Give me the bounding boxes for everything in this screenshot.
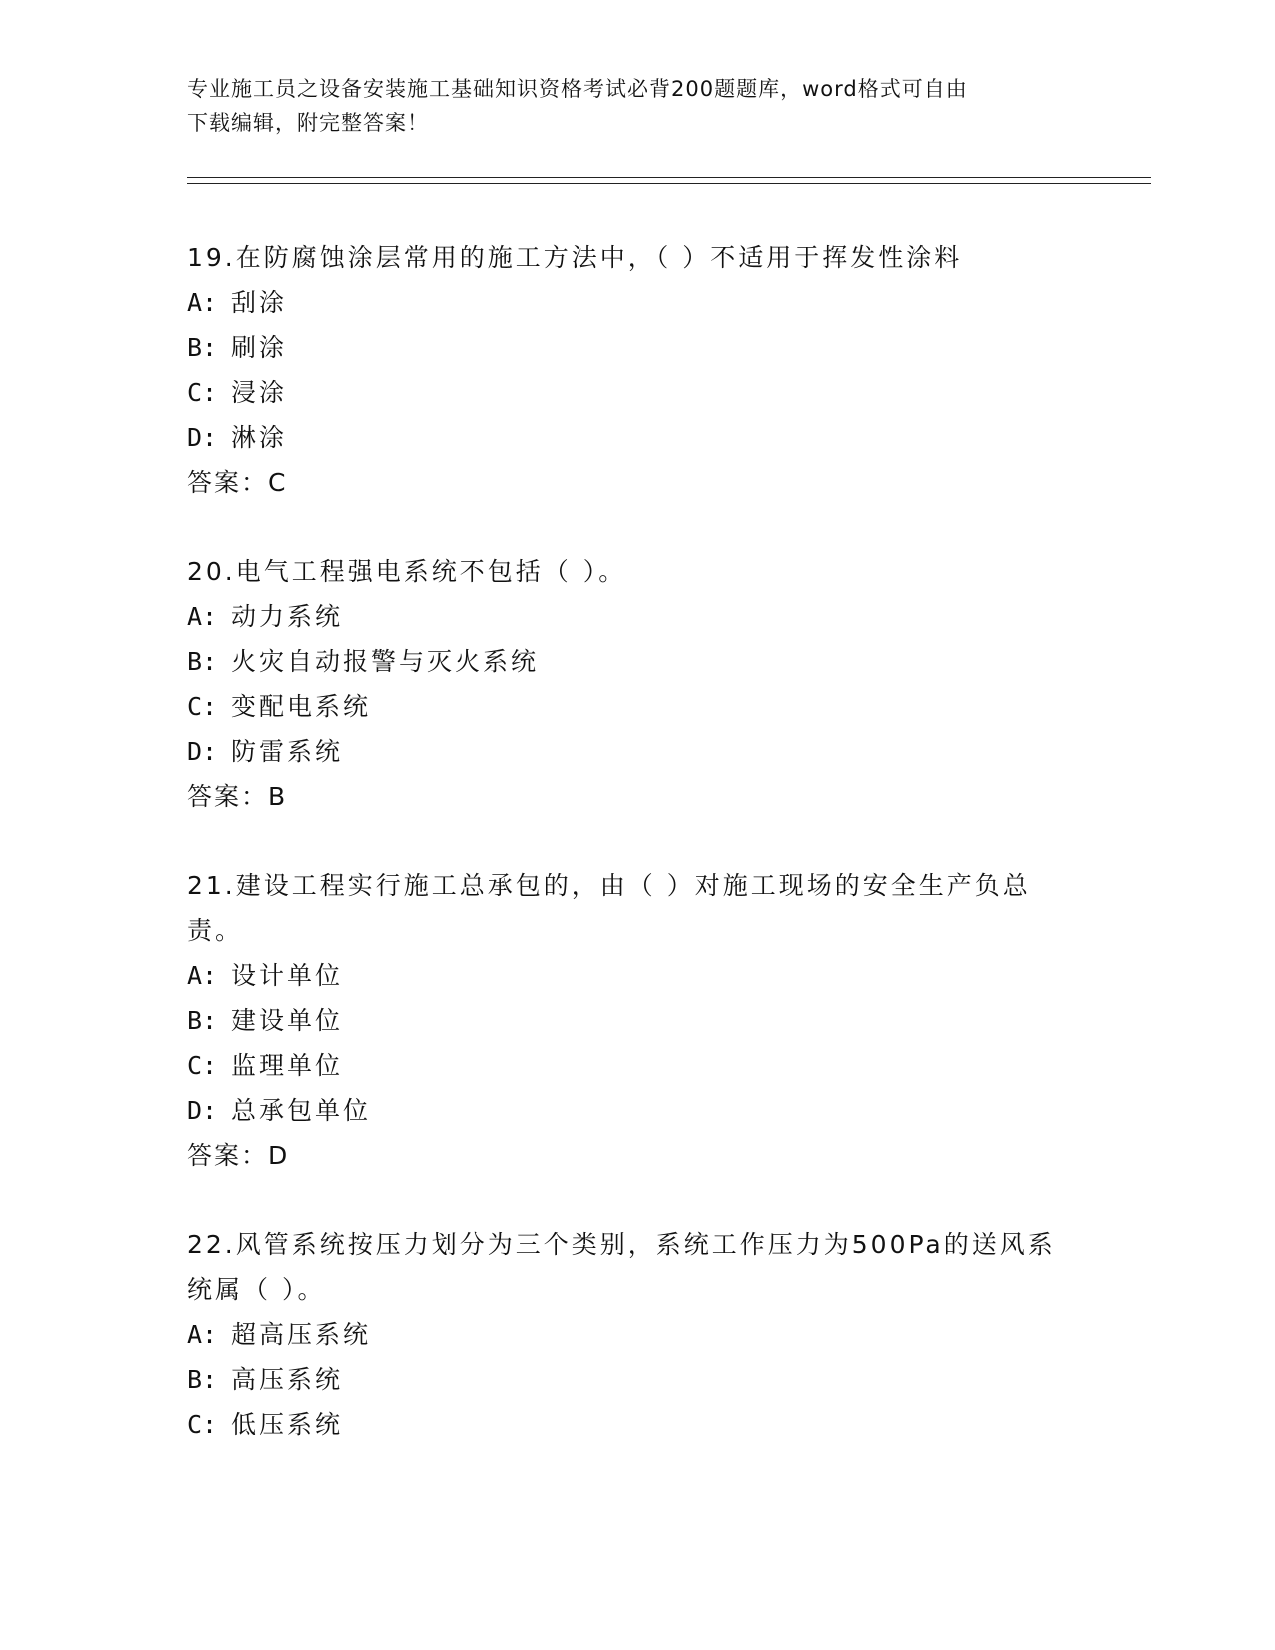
- option-text: 火灾自动报警与灭火系统: [231, 647, 540, 676]
- question-stem: 22.风管系统按压力划分为三个类别，系统工作压力为500Pa的送风系: [187, 1230, 1056, 1259]
- header-line-2: 下载编辑，附完整答案！: [187, 111, 429, 135]
- option-key: D:: [187, 1096, 218, 1125]
- option-key: B:: [187, 333, 218, 362]
- answer-line: 答案：B: [187, 782, 288, 811]
- option-key: C:: [187, 1410, 218, 1439]
- option-c: [187, 1402, 1087, 1447]
- question-stem-continued: 统属（ ）。: [187, 1275, 326, 1304]
- option-b: [187, 325, 1087, 370]
- header-divider-bottom: [187, 183, 1151, 184]
- option-text: 变配电系统: [231, 692, 372, 721]
- question-19: [187, 235, 1087, 505]
- option-text: 刷涂: [231, 333, 288, 362]
- option-c: [187, 684, 1087, 729]
- option-b: [187, 1357, 1087, 1402]
- option-key: A:: [187, 1320, 218, 1349]
- option-a: [187, 953, 1087, 998]
- option-d: [187, 1088, 1087, 1133]
- option-key: A:: [187, 288, 218, 317]
- option-text: 浸涂: [231, 378, 288, 407]
- option-text: 淋涂: [231, 423, 288, 452]
- option-key: A:: [187, 602, 218, 631]
- option-key: A:: [187, 961, 218, 990]
- option-text: 监理单位: [231, 1051, 344, 1080]
- answer-line: 答案：D: [187, 1141, 290, 1170]
- question-stem-continued: 责。: [187, 916, 244, 945]
- option-d: [187, 729, 1087, 774]
- option-text: 设计单位: [231, 961, 344, 990]
- option-key: D:: [187, 737, 218, 766]
- option-key: B:: [187, 647, 218, 676]
- option-text: 超高压系统: [231, 1320, 372, 1349]
- option-b: [187, 998, 1087, 1043]
- question-stem: 20.电气工程强电系统不包括（ ）。: [187, 557, 627, 586]
- question-21: [187, 863, 1087, 1178]
- question-22: [187, 1222, 1087, 1447]
- option-a: [187, 280, 1087, 325]
- option-b: [187, 639, 1087, 684]
- option-text: 动力系统: [231, 602, 344, 631]
- document-header: [187, 72, 1087, 140]
- option-key: C:: [187, 378, 218, 407]
- answer-line: 答案：C: [187, 468, 288, 497]
- question-stem: 19.在防腐蚀涂层常用的施工方法中，（ ）不适用于挥发性涂料: [187, 243, 963, 272]
- option-text: 低压系统: [231, 1410, 344, 1439]
- option-a: [187, 1312, 1087, 1357]
- option-text: 总承包单位: [231, 1096, 372, 1125]
- option-text: 刮涂: [231, 288, 288, 317]
- option-c: [187, 1043, 1087, 1088]
- option-text: 建设单位: [231, 1006, 344, 1035]
- option-key: D:: [187, 423, 218, 452]
- question-stem: 21.建设工程实行施工总承包的，由（ ）对施工现场的安全生产负总: [187, 871, 1031, 900]
- option-d: [187, 415, 1087, 460]
- option-text: 高压系统: [231, 1365, 344, 1394]
- question-20: [187, 549, 1087, 819]
- question-list: [187, 235, 1087, 1491]
- option-key: B:: [187, 1365, 218, 1394]
- option-key: B:: [187, 1006, 218, 1035]
- option-text: 防雷系统: [231, 737, 344, 766]
- header-line-1: 专业施工员之设备安装施工基础知识资格考试必背200题题库，word格式可自由: [187, 77, 968, 101]
- option-c: [187, 370, 1087, 415]
- option-key: C:: [187, 1051, 218, 1080]
- option-a: [187, 594, 1087, 639]
- option-key: C:: [187, 692, 218, 721]
- header-divider-top: [187, 177, 1151, 178]
